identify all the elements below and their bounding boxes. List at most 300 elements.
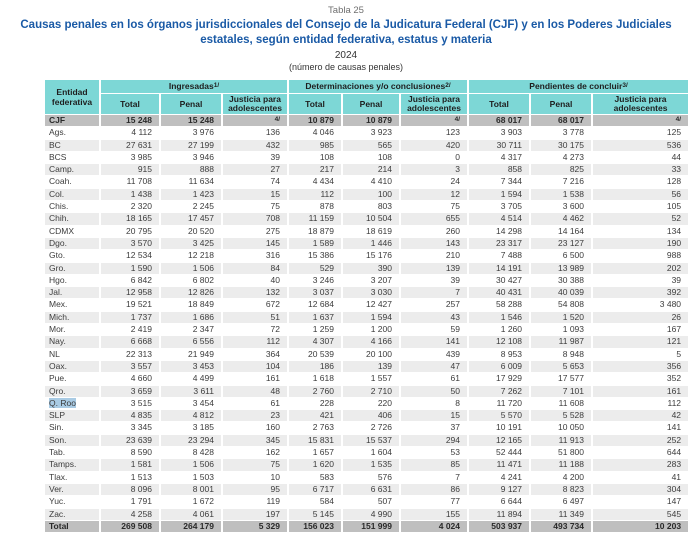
entity-cell: Mex.	[45, 299, 99, 310]
entity-cell: Ags.	[45, 127, 99, 138]
value-cell: 51	[223, 312, 287, 323]
value-cell: 1 093	[531, 324, 591, 335]
value-cell: 4 046	[289, 127, 341, 138]
value-cell: 15 831	[289, 435, 341, 446]
value-cell: 77	[401, 496, 467, 507]
value-cell: 878	[289, 201, 341, 212]
value-cell: 3 778	[531, 127, 591, 138]
value-cell: 4 499	[161, 373, 221, 384]
value-cell: 20 795	[101, 226, 159, 237]
col-group-pendientes	[469, 80, 688, 93]
value-cell: 304	[593, 484, 688, 495]
value-cell: 15 386	[289, 250, 341, 261]
value-cell: 139	[401, 263, 467, 274]
value-cell: 228	[289, 398, 341, 409]
value-cell: 19 521	[101, 299, 159, 310]
search-highlight: Q. Roo	[49, 397, 76, 408]
value-cell: 260	[401, 226, 467, 237]
entity-cell: BC	[45, 140, 99, 151]
value-cell: 112	[289, 189, 341, 200]
value-cell: 1 520	[531, 312, 591, 323]
table-row	[45, 213, 688, 224]
value-cell: 536	[593, 140, 688, 151]
value-cell: 136	[223, 127, 287, 138]
value-cell: 197	[223, 509, 287, 520]
value-cell: 1 594	[469, 189, 529, 200]
value-cell: 42	[593, 410, 688, 421]
value-cell: 23	[223, 410, 287, 421]
table-row	[45, 152, 688, 163]
value-cell: 1 200	[343, 324, 399, 335]
value-cell: 6 802	[161, 275, 221, 286]
entity-cell: Tab.	[45, 447, 99, 458]
col-header-total: Total	[101, 94, 159, 114]
table-row	[45, 435, 688, 446]
value-cell: 40 039	[531, 287, 591, 298]
value-cell: 100	[343, 189, 399, 200]
entity-cell: CJF	[45, 115, 99, 126]
value-cell: 283	[593, 459, 688, 470]
value-cell: 4 990	[343, 509, 399, 520]
causas-penales-table	[43, 79, 690, 533]
value-cell: 75	[401, 201, 467, 212]
value-cell: 143	[401, 238, 467, 249]
value-cell: 10 191	[469, 422, 529, 433]
value-cell: 23 127	[531, 238, 591, 249]
table-row	[45, 373, 688, 384]
value-cell: 4 660	[101, 373, 159, 384]
value-cell: 8 823	[531, 484, 591, 495]
value-cell: 4 835	[101, 410, 159, 421]
value-cell: 58 288	[469, 299, 529, 310]
value-cell: 51 800	[531, 447, 591, 458]
value-cell: 37	[401, 422, 467, 433]
entity-cell	[45, 398, 99, 409]
value-cell: 155	[401, 509, 467, 520]
value-cell: 8	[401, 398, 467, 409]
value-cell: 68 017	[531, 115, 591, 126]
value-cell: 1 672	[161, 496, 221, 507]
value-cell: 1 618	[289, 373, 341, 384]
table-row	[45, 496, 688, 507]
value-cell: 11 188	[531, 459, 591, 470]
title-year: 2024	[334, 50, 358, 61]
value-cell: 156 023	[289, 521, 341, 532]
value-cell: 15 537	[343, 435, 399, 446]
value-cell: 160	[223, 422, 287, 433]
value-cell: 17 457	[161, 213, 221, 224]
col-group-ingresadas	[101, 80, 287, 93]
value-cell: 20 100	[343, 349, 399, 360]
value-cell: 186	[289, 361, 341, 372]
col-header-penal: Penal	[343, 94, 399, 114]
entity-cell: Gro.	[45, 263, 99, 274]
value-cell: 529	[289, 263, 341, 274]
value-cell: 1 589	[289, 238, 341, 249]
value-cell: 139	[343, 361, 399, 372]
value-cell: 33	[593, 164, 688, 175]
value-cell: 10 203	[593, 521, 688, 532]
value-cell: 52	[593, 213, 688, 224]
value-cell: 18 879	[289, 226, 341, 237]
value-cell: 3 985	[101, 152, 159, 163]
value-cell: 75	[223, 459, 287, 470]
value-cell: 14 191	[469, 263, 529, 274]
value-cell: 6 500	[531, 250, 591, 261]
value-cell: 7	[401, 287, 467, 298]
value-cell: 2 347	[161, 324, 221, 335]
value-cell: 1 557	[343, 373, 399, 384]
entity-cell: Col.	[45, 189, 99, 200]
value-cell: 3 030	[343, 287, 399, 298]
value-cell: 47	[401, 361, 467, 372]
value-cell: 27	[223, 164, 287, 175]
table-row	[45, 361, 688, 372]
value-cell: 26	[593, 312, 688, 323]
table-row	[45, 263, 688, 274]
value-cell: 3 659	[101, 386, 159, 397]
value-cell: 3 037	[289, 287, 341, 298]
value-cell: 4 307	[289, 336, 341, 347]
value-cell: 345	[223, 435, 287, 446]
value-cell: 406	[343, 410, 399, 421]
value-cell: 72	[223, 324, 287, 335]
value-cell: 10 879	[343, 115, 399, 126]
value-cell: 2 763	[289, 422, 341, 433]
footnote-marker: 2/	[445, 82, 451, 89]
value-cell: 8 428	[161, 447, 221, 458]
value-cell: 10 050	[531, 422, 591, 433]
value-cell: 6 717	[289, 484, 341, 495]
value-cell: 12 218	[161, 250, 221, 261]
value-cell: 316	[223, 250, 287, 261]
value-cell: 27 199	[161, 140, 221, 151]
value-cell: 145	[223, 238, 287, 249]
value-cell: 20 520	[161, 226, 221, 237]
entity-cell: Sin.	[45, 422, 99, 433]
value-cell: 4 166	[343, 336, 399, 347]
value-cell: 803	[343, 201, 399, 212]
value-cell: 2 320	[101, 201, 159, 212]
entity-cell: SLP	[45, 410, 99, 421]
entity-cell: Nay.	[45, 336, 99, 347]
table-row	[45, 472, 688, 483]
entity-cell: Qro.	[45, 386, 99, 397]
value-cell: 85	[401, 459, 467, 470]
value-cell: 56	[593, 189, 688, 200]
value-cell: 11 471	[469, 459, 529, 470]
value-cell: 3 453	[161, 361, 221, 372]
value-cell: 12 826	[161, 287, 221, 298]
table-number: Tabla 25	[328, 5, 364, 16]
value-cell: 294	[401, 435, 467, 446]
value-cell: 13 989	[531, 263, 591, 274]
value-cell: 6 497	[531, 496, 591, 507]
value-cell: 6 631	[343, 484, 399, 495]
table-row	[45, 410, 688, 421]
value-cell: 11 913	[531, 435, 591, 446]
value-cell: 4 061	[161, 509, 221, 520]
value-cell: 4 812	[161, 410, 221, 421]
value-cell: 4 462	[531, 213, 591, 224]
entity-cell: Jal.	[45, 287, 99, 298]
value-cell: 15	[223, 189, 287, 200]
value-cell: 161	[223, 373, 287, 384]
entity-cell: Mich.	[45, 312, 99, 323]
value-cell: 11 608	[531, 398, 591, 409]
value-cell: 39	[593, 275, 688, 286]
entity-cell: Yuc.	[45, 496, 99, 507]
value-cell	[593, 115, 688, 126]
value-cell: 61	[401, 373, 467, 384]
table-row	[45, 164, 688, 175]
entity-cell: Ver.	[45, 484, 99, 495]
table-row	[45, 127, 688, 138]
table-row	[45, 250, 688, 261]
value-cell: 11 987	[531, 336, 591, 347]
value-cell: 576	[343, 472, 399, 483]
value-cell: 128	[593, 176, 688, 187]
value-cell: 655	[401, 213, 467, 224]
entity-cell: NL	[45, 349, 99, 360]
entity-cell: Tlax.	[45, 472, 99, 483]
group-label: Ingresadas	[168, 81, 214, 91]
table-row	[45, 201, 688, 212]
summary-row	[45, 521, 688, 532]
table-row	[45, 299, 688, 310]
col-header-penal: Penal	[161, 94, 221, 114]
value-cell: 44	[593, 152, 688, 163]
table-row	[45, 386, 688, 397]
value-cell: 7 488	[469, 250, 529, 261]
value-cell: 584	[289, 496, 341, 507]
value-cell: 59	[401, 324, 467, 335]
value-cell: 4 112	[101, 127, 159, 138]
value-cell: 12 427	[343, 299, 399, 310]
value-cell: 52 444	[469, 447, 529, 458]
value-cell: 12 684	[289, 299, 341, 310]
value-cell: 119	[223, 496, 287, 507]
entity-cell: Pue.	[45, 373, 99, 384]
value-cell: 61	[223, 398, 287, 409]
entity-cell: Son.	[45, 435, 99, 446]
table-header	[45, 80, 688, 114]
value-cell: 104	[223, 361, 287, 372]
value-cell: 12 165	[469, 435, 529, 446]
value-cell: 125	[593, 127, 688, 138]
value-cell: 269 508	[101, 521, 159, 532]
value-cell: 141	[401, 336, 467, 347]
value-cell: 15 248	[161, 115, 221, 126]
value-cell: 1 423	[161, 189, 221, 200]
value-cell: 21 949	[161, 349, 221, 360]
value-cell: 217	[289, 164, 341, 175]
value-cell: 439	[401, 349, 467, 360]
value-cell: 988	[593, 250, 688, 261]
value-cell: 420	[401, 140, 467, 151]
value-cell: 162	[223, 447, 287, 458]
value-cell: 644	[593, 447, 688, 458]
value-cell: 3 185	[161, 422, 221, 433]
value-cell: 54 808	[531, 299, 591, 310]
value-cell: 2 419	[101, 324, 159, 335]
value-cell: 30 427	[469, 275, 529, 286]
value-cell: 3 207	[343, 275, 399, 286]
value-cell: 3 600	[531, 201, 591, 212]
value-cell: 421	[289, 410, 341, 421]
value-cell: 1 535	[343, 459, 399, 470]
entity-cell: Tamps.	[45, 459, 99, 470]
value-cell: 7	[401, 472, 467, 483]
value-cell: 3 923	[343, 127, 399, 138]
col-header-penal: Penal	[531, 94, 591, 114]
value-cell: 151 999	[343, 521, 399, 532]
value-cell: 112	[593, 398, 688, 409]
entity-cell: Dgo.	[45, 238, 99, 249]
value-cell: 6 644	[469, 496, 529, 507]
value-cell: 105	[593, 201, 688, 212]
value-cell: 121	[593, 336, 688, 347]
entity-cell: Chih.	[45, 213, 99, 224]
group-label: Determinaciones y/o conclusiones	[305, 81, 446, 91]
value-cell: 3 345	[101, 422, 159, 433]
entity-cell: Hgo.	[45, 275, 99, 286]
value-cell: 1 686	[161, 312, 221, 323]
footnote-marker: 4/	[454, 116, 461, 123]
value-cell: 1 594	[343, 312, 399, 323]
value-cell: 15 248	[101, 115, 159, 126]
value-cell: 27 631	[101, 140, 159, 151]
value-cell: 6 842	[101, 275, 159, 286]
value-cell: 220	[343, 398, 399, 409]
table-row	[45, 238, 688, 249]
value-cell: 8 590	[101, 447, 159, 458]
value-cell: 14 164	[531, 226, 591, 237]
value-cell: 18 165	[101, 213, 159, 224]
value-cell: 493 734	[531, 521, 591, 532]
value-cell: 39	[223, 152, 287, 163]
value-cell: 364	[223, 349, 287, 360]
value-cell: 17 929	[469, 373, 529, 384]
value-cell: 8 953	[469, 349, 529, 360]
value-cell: 167	[593, 324, 688, 335]
value-cell: 5 570	[469, 410, 529, 421]
footnote-marker: 1/	[213, 82, 220, 89]
value-cell: 392	[593, 287, 688, 298]
value-cell: 1 446	[343, 238, 399, 249]
value-cell: 10	[223, 472, 287, 483]
value-cell: 202	[593, 263, 688, 274]
value-cell: 23 317	[469, 238, 529, 249]
value-cell: 108	[343, 152, 399, 163]
value-cell: 390	[343, 263, 399, 274]
value-cell: 1 538	[531, 189, 591, 200]
value-cell: 4 514	[469, 213, 529, 224]
value-cell: 1 620	[289, 459, 341, 470]
value-cell: 5	[593, 349, 688, 360]
table-row	[45, 275, 688, 286]
value-cell: 17 577	[531, 373, 591, 384]
value-cell	[401, 115, 467, 126]
col-header-entidad: Entidad federativa	[45, 80, 99, 114]
value-cell: 12 958	[101, 287, 159, 298]
value-cell: 3 425	[161, 238, 221, 249]
value-cell: 7 216	[531, 176, 591, 187]
value-cell: 12	[401, 189, 467, 200]
value-cell: 141	[593, 422, 688, 433]
value-cell: 545	[593, 509, 688, 520]
value-cell: 507	[343, 496, 399, 507]
value-cell: 858	[469, 164, 529, 175]
value-cell: 3 611	[161, 386, 221, 397]
value-cell: 5 329	[223, 521, 287, 532]
value-cell: 1 637	[289, 312, 341, 323]
value-cell: 1 506	[161, 459, 221, 470]
value-cell: 40 431	[469, 287, 529, 298]
value-cell: 0	[401, 152, 467, 163]
value-cell: 2 710	[343, 386, 399, 397]
value-cell: 252	[593, 435, 688, 446]
value-cell: 1 506	[161, 263, 221, 274]
value-cell: 74	[223, 176, 287, 187]
value-cell: 264 179	[161, 521, 221, 532]
value-cell: 3 976	[161, 127, 221, 138]
value-cell: 432	[223, 140, 287, 151]
value-cell: 985	[289, 140, 341, 151]
table-row	[45, 324, 688, 335]
value-cell: 23 639	[101, 435, 159, 446]
value-cell: 3 246	[289, 275, 341, 286]
value-cell: 50	[401, 386, 467, 397]
col-header-total: Total	[469, 94, 529, 114]
value-cell: 86	[401, 484, 467, 495]
value-cell: 84	[223, 263, 287, 274]
table-row	[45, 312, 688, 323]
table-row	[45, 349, 688, 360]
value-cell: 5 145	[289, 509, 341, 520]
value-cell: 3 705	[469, 201, 529, 212]
value-cell: 68 017	[469, 115, 529, 126]
table-row	[45, 509, 688, 520]
value-cell: 190	[593, 238, 688, 249]
value-cell: 20 539	[289, 349, 341, 360]
value-cell: 4 434	[289, 176, 341, 187]
value-cell: 39	[401, 275, 467, 286]
table-row	[45, 336, 688, 347]
value-cell: 2 760	[289, 386, 341, 397]
value-cell: 6 556	[161, 336, 221, 347]
value-cell: 161	[593, 386, 688, 397]
entity-cell: Zac.	[45, 509, 99, 520]
col-header-total: Total	[289, 94, 341, 114]
entity-cell: Chis.	[45, 201, 99, 212]
value-cell: 5 653	[531, 361, 591, 372]
value-cell: 708	[223, 213, 287, 224]
value-cell: 2 726	[343, 422, 399, 433]
value-cell: 3 480	[593, 299, 688, 310]
value-cell: 7 262	[469, 386, 529, 397]
table-row	[45, 447, 688, 458]
value-cell: 95	[223, 484, 287, 495]
col-header-justicia: Justicia para adolescentes	[401, 94, 467, 114]
entity-cell: Total	[45, 521, 99, 532]
table-row	[45, 176, 688, 187]
value-cell: 275	[223, 226, 287, 237]
col-group-determinaciones	[289, 80, 467, 93]
value-cell: 11 349	[531, 509, 591, 520]
value-cell: 1 513	[101, 472, 159, 483]
value-cell: 1 260	[469, 324, 529, 335]
